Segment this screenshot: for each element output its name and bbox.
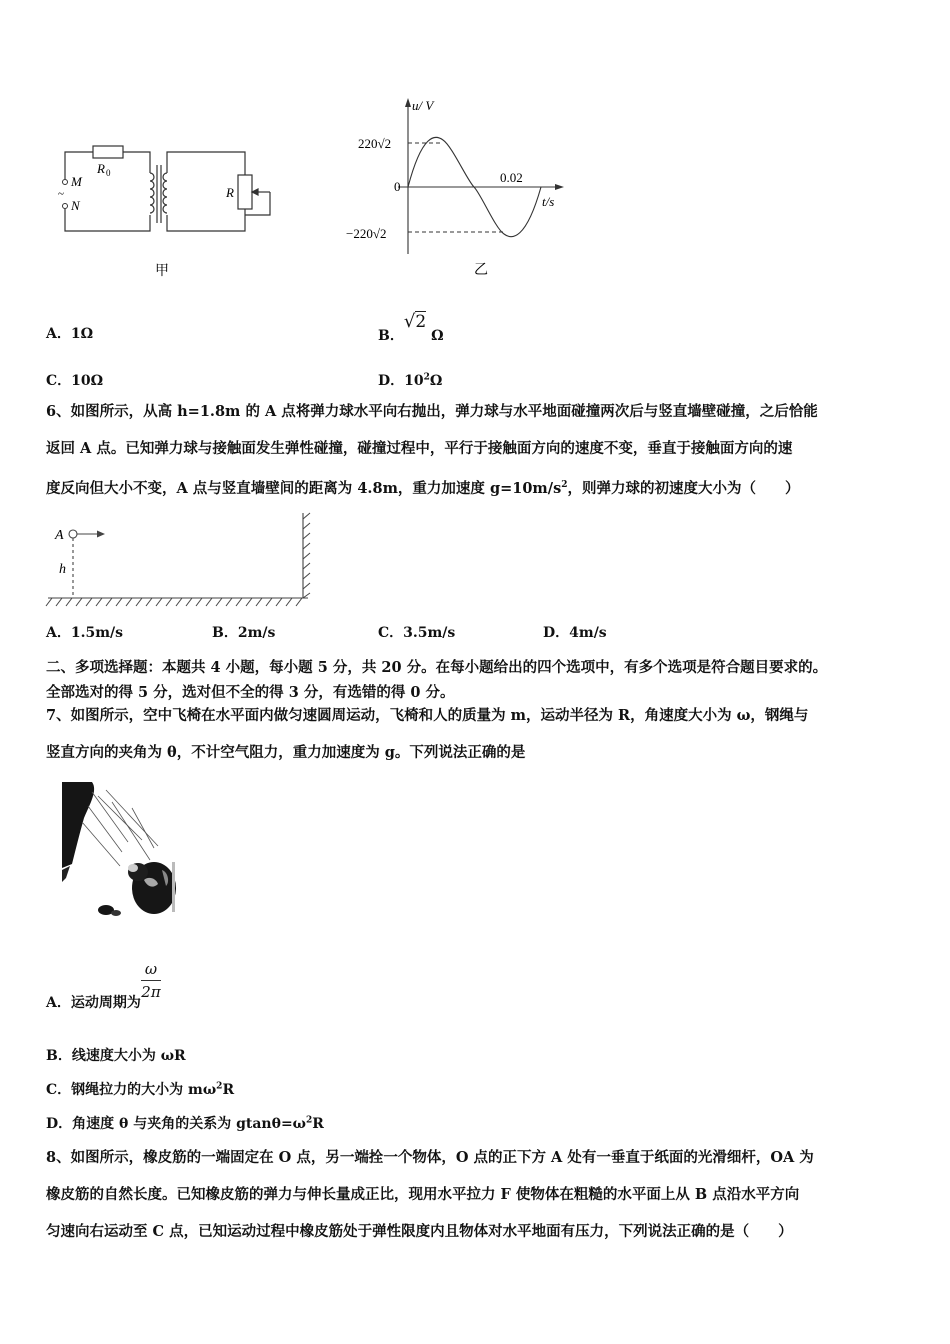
r-label: R xyxy=(226,185,234,200)
y-max-tick-label: 220√2 xyxy=(358,136,392,151)
q6-option-b[interactable]: B．2m/s xyxy=(212,625,276,641)
q8-stem: 8、如图所示，橡皮筋的一端固定在 O 点，另一端拴一个物体，O 点的正下方 A 处有一垂直于纸面的光滑细杆，OA 为 橡皮筋的自然长度。已知橡皮筋的弹力与伸长量成正比，现用水平拉力 F 使物体在粗糙的水平面上从 B 点沿水平方向 匀速向右运动至 C 点，已知运动过程中橡皮筋处于弹性限度内且物体对水平地面有压力，下列说法正确的是（ ） xyxy=(46,1149,814,1240)
r0-subscript: 0 xyxy=(106,168,111,178)
q6-option-c[interactable]: C．3.5m/s xyxy=(378,625,456,641)
q5-option-a[interactable]: A．1Ω xyxy=(46,326,94,342)
q7-option-d[interactable]: D．角速度 θ 与夹角的关系为 $gtan\theta=\omega^2R$ xyxy=(46,1115,324,1132)
q7-option-c[interactable]: C．钢绳拉力的大小为 $m\omega^2R$ xyxy=(46,1081,235,1098)
period-fraction: $\frac{\omega}{2\pi}$ xyxy=(141,960,161,1001)
sqrt-symbol: √ xyxy=(403,311,416,332)
tilde-symbol: ~ xyxy=(58,188,64,200)
q7-stem: 7、如图所示，空中飞椅在水平面内做匀速圆周运动，飞椅和人的质量为 m，运动半径为 R，角速度大小为 ω，钢绳与 竖直方向的夹角为 θ，不计空气阻力，重力加速度为 g。下列说法正确的是 xyxy=(46,707,809,761)
swing-ride-photo xyxy=(62,782,190,922)
ball-wall-diagram xyxy=(40,505,320,615)
x-axis-label: t/s xyxy=(542,194,555,209)
q6-option-d[interactable]: D．4m/s xyxy=(543,625,607,641)
q5-option-c[interactable]: C．10Ω xyxy=(46,373,104,389)
voltage-waveform-chart xyxy=(340,92,580,282)
ball-icon xyxy=(69,530,77,538)
figure-caption-jia: 甲 xyxy=(155,264,169,279)
y-min-tick-label: −220√2 xyxy=(346,226,387,241)
q7-option-b[interactable]: B．线速度大小为 ωR xyxy=(46,1048,186,1064)
y-axis-label: u/ V xyxy=(412,98,434,113)
q5-option-b[interactable]: B．√2Ω xyxy=(378,311,444,344)
figure-caption-yi: 乙 xyxy=(474,263,488,278)
point-a-label: A xyxy=(55,528,64,543)
height-h-label: h xyxy=(59,562,66,577)
x-tick-label: 0.02 xyxy=(500,170,523,185)
q5-option-d[interactable]: D．$10^2\Omega$ xyxy=(378,372,443,389)
r0-label: R xyxy=(97,161,105,176)
section2-instructions: 二、多项选择题：本题共 4 小题，每小题 5 分，共 20 分。在每小题给出的四个选项中，有多个选项是符合题目要求的。 全部选对的得 5 分，选对但不全的得 3 分，有选错的得 0 分。 xyxy=(46,659,828,701)
circuit-diagram xyxy=(55,135,305,280)
q7-option-a[interactable]: A．运动周期为 $\frac{\omega}{2\pi}$ xyxy=(46,960,161,1011)
terminal-m-label: M xyxy=(71,174,82,189)
q6-option-a[interactable]: A．1.5m/s xyxy=(46,625,124,641)
terminal-n-label: N xyxy=(71,198,80,213)
origin-label: 0 xyxy=(394,179,401,194)
q6-stem: 6、如图所示，从高 h=1.8m 的 A 点将弹力球水平向右抛出，弹力球与水平地面碰撞两次后与竖直墙壁碰撞，之后恰能 返回 A 点。已知弹力球与接触面发生弹性碰撞，碰撞过程中，平行于接触面方向的速度不变，垂直于接触面方向的速 度反向但大小不变，A 点与竖直墙壁间的距离为 4.8m，重力加速度 $g=10m/s^2$，则弹力球的初速度大小为（ ） xyxy=(46,403,818,497)
